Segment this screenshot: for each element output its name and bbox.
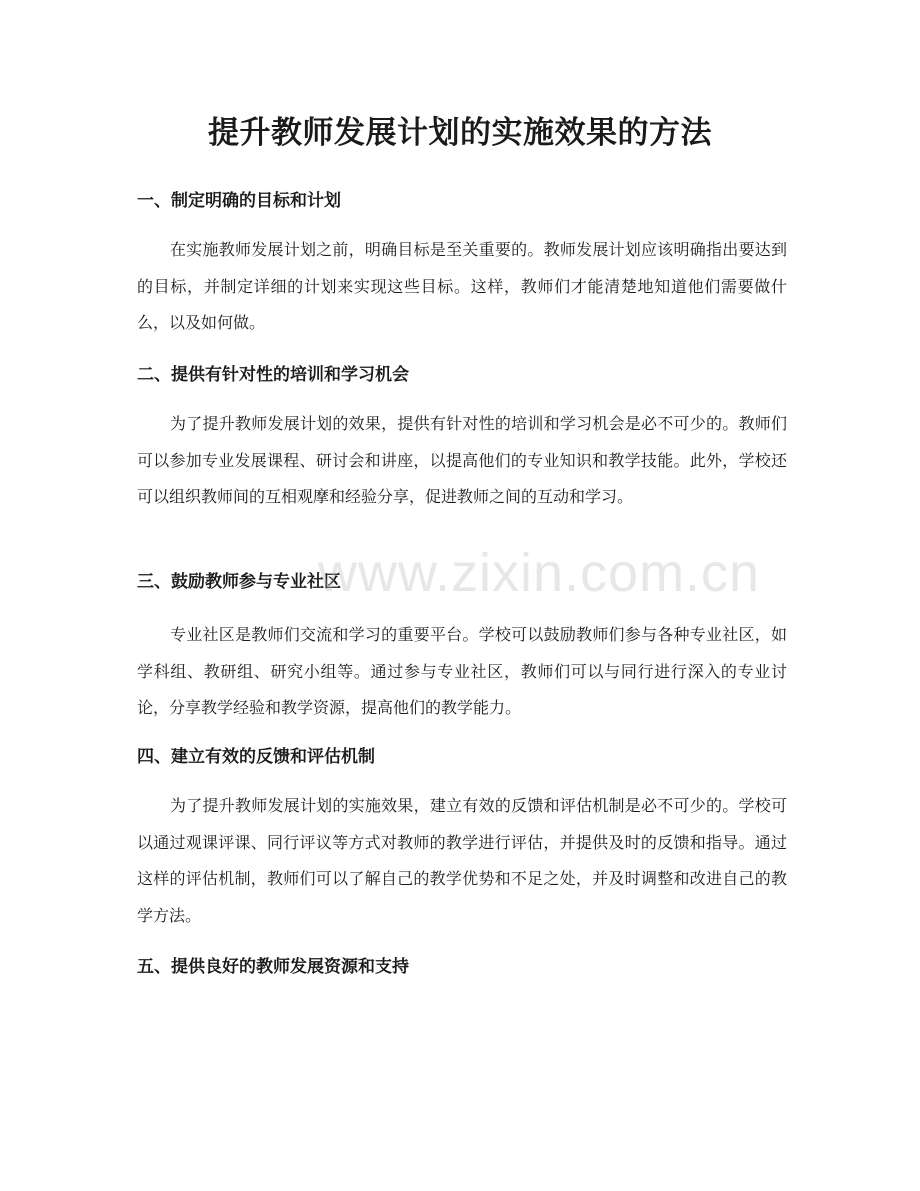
section-paragraph-3: 专业社区是教师们交流和学习的重要平台。学校可以鼓励教师们参与各种专业社区，如学科组、教研组、研究小组等。通过参与专业社区，教师们可以与同行进行深入的专业讨论，分享教学经验和教学资源，提高他们的教学能力。 [137, 625, 787, 717]
section-paragraph-4: 为了提升教师发展计划的实施效果，建立有效的反馈和评估机制是必不可少的。学校可以通过观课评课、同行评议等方式对教师的教学进行评估，并提供及时的反馈和指导。通过这样的评估机制，教师们可以了解自己的教学优势和不足之处，并及时调整和改进自己的教学方法。 [137, 796, 787, 925]
section-paragraph-1: 在实施教师发展计划之前，明确目标是至关重要的。教师发展计划应该明确指出要达到的目标，并制定详细的计划来实现这些目标。这样，教师们才能清楚地知道他们需要做什么，以及如何做。 [137, 240, 787, 332]
section-heading-3: 三、鼓励教师参与专业社区 [137, 572, 341, 592]
document-title: 提升教师发展计划的实施效果的方法 [208, 115, 712, 151]
watermark: www.zixin.com.cn [318, 543, 761, 603]
section-paragraph-2: 为了提升教师发展计划的效果，提供有针对性的培训和学习机会是必不可少的。教师们可以参加专业发展课程、研讨会和讲座，以提高他们的专业知识和教学技能。此外，学校还可以组织教师间的互相观摩和经验分享，促进教师之间的互动和学习。 [137, 414, 787, 506]
section-heading-2: 二、提供有针对性的培训和学习机会 [137, 365, 409, 385]
section-heading-5: 五、提供良好的教师发展资源和支持 [137, 957, 409, 977]
section-heading-4: 四、建立有效的反馈和评估机制 [137, 747, 375, 767]
section-heading-1: 一、制定明确的目标和计划 [137, 191, 341, 211]
